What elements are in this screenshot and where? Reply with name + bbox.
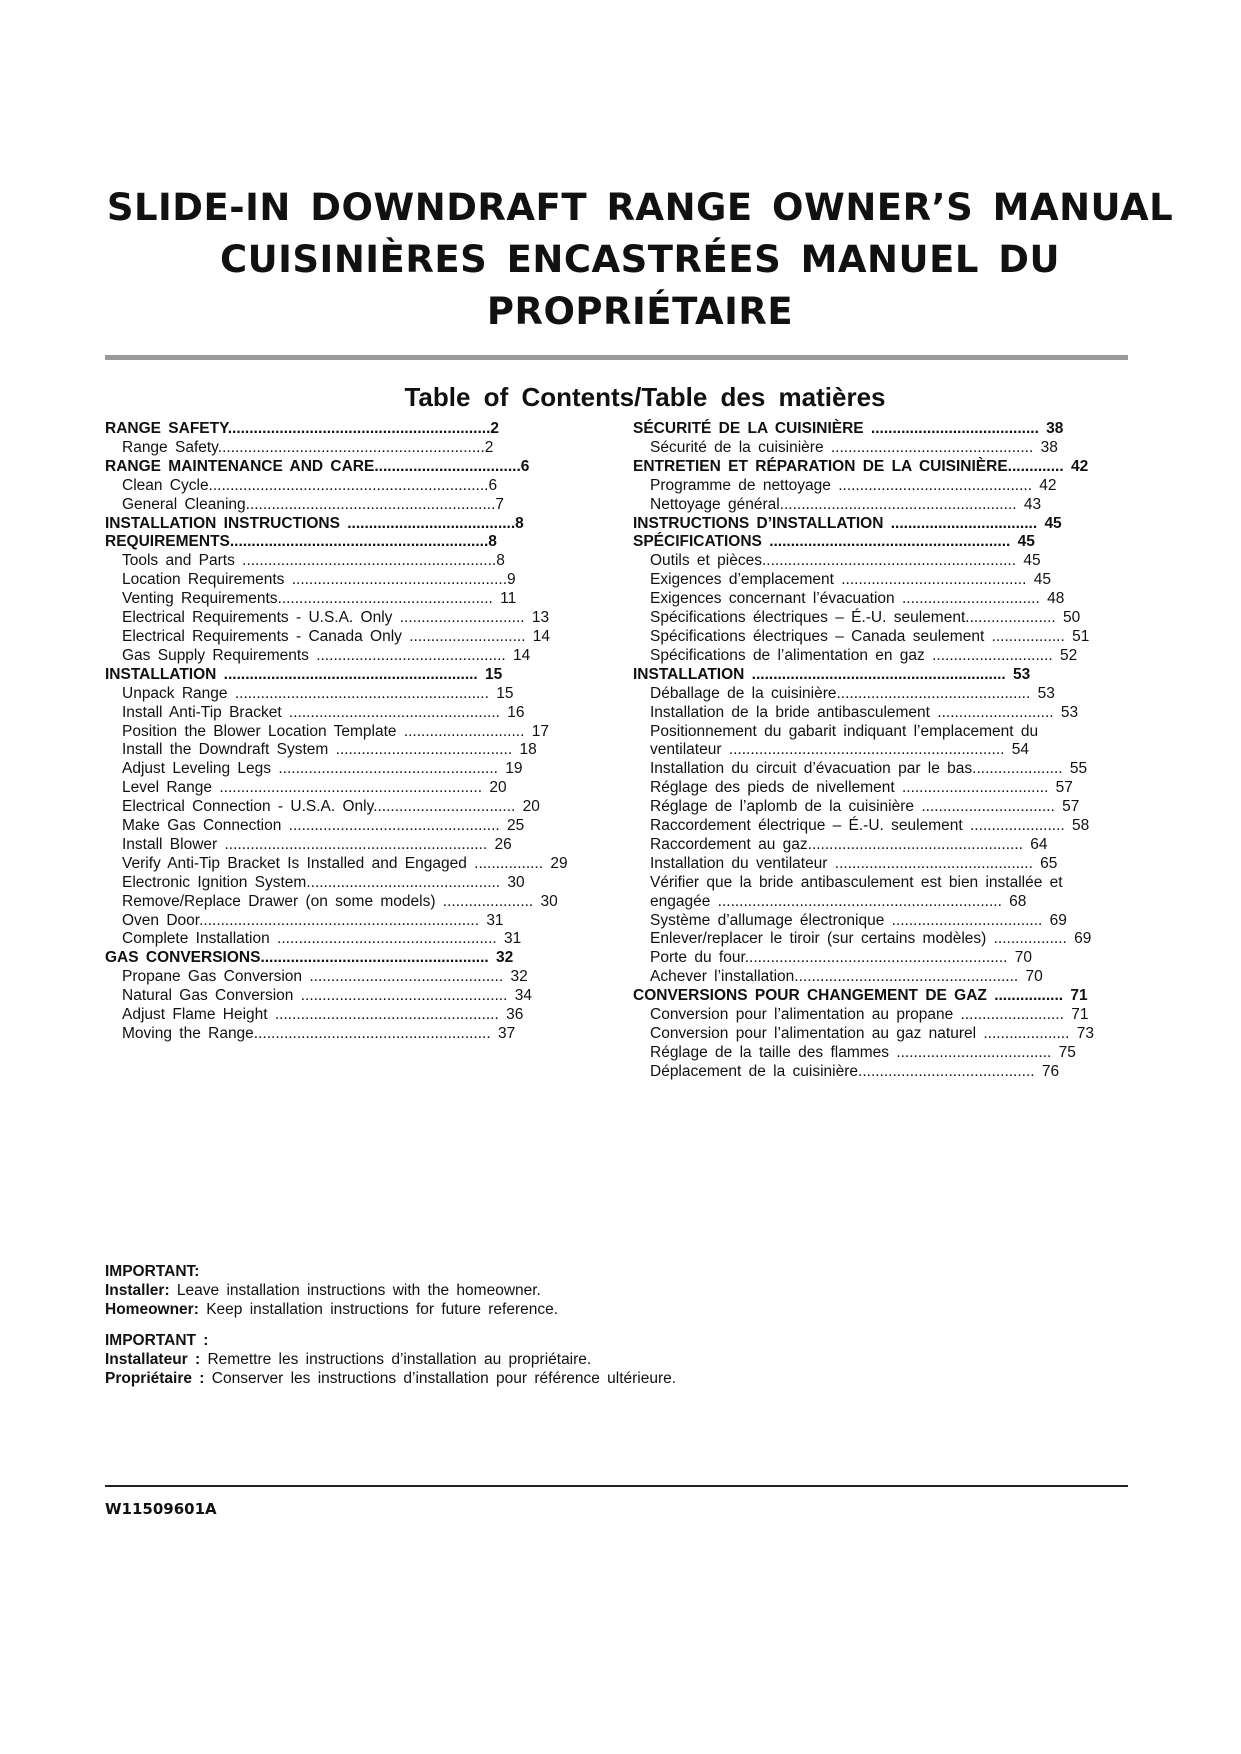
footer-divider <box>105 1485 1128 1487</box>
toc-section-entry: REQUIREMENTS............................................................8 <box>105 533 497 551</box>
toc-subsection-entry: Electrical Requirements - Canada Only ........................... 14 <box>122 627 551 645</box>
toc-subsection-entry: Spécifications électriques – Canada seulement ................. 51 <box>650 627 1090 645</box>
important-notice <box>105 1262 676 1388</box>
toc-subsection-entry: Position the Blower Location Template ............................ 17 <box>122 722 549 740</box>
installer-label: Installer: <box>105 1282 170 1299</box>
toc-subsection-entry: Verify Anti-Tip Bracket Is Installed and Engaged ................ 29 <box>122 854 568 872</box>
toc-subsection-entry: Electrical Requirements - U.S.A. Only ............................. 13 <box>122 609 550 627</box>
toc-subsection-entry: Conversion pour l’alimentation au gaz naturel .................... 73 <box>650 1025 1095 1042</box>
toc-heading: Table of Contents/Table des matières <box>404 382 886 412</box>
toc-section-entry: INSTALLATION ........................................................... 53 <box>633 665 1031 683</box>
title-line-2: CUISINIÈRES ENCASTRÉES MANUEL DU <box>219 238 1061 281</box>
toc-section-entry: ENTRETIEN ET RÉPARATION DE LA CUISINIÈRE............. 42 <box>633 457 1089 475</box>
toc-subsection-entry: Positionnement du gabarit indiquant l’emplacement du <box>650 722 1039 740</box>
toc-subsection-entry: Sécurité de la cuisinière ............................................... 38 <box>650 438 1058 456</box>
toc-subsection-entry: Conversion pour l’alimentation au propane ........................ 71 <box>650 1006 1089 1024</box>
toc-subsection-entry: Installation du ventilateur .............................................. 65 <box>650 854 1058 872</box>
toc-section-entry: INSTALLATION ........................................................... 15 <box>105 665 503 683</box>
toc-subsection-entry: Déballage de la cuisinière............................................. 53 <box>650 684 1055 702</box>
toc-subsection-entry: Electronic Ignition System............................................. 30 <box>122 873 525 891</box>
toc-subsection-entry: Range Safety..............................................................2 <box>122 438 494 456</box>
title-line-3: PROPRIÉTAIRE <box>486 290 794 333</box>
installateur-label: Installateur : <box>105 1351 201 1368</box>
toc-subsection-entry: Enlever/replacer le tiroir (sur certains modèles) ................. 69 <box>650 930 1092 948</box>
proprietaire-label: Propriétaire : <box>105 1370 205 1387</box>
title-line-1: SLIDE-IN DOWNDRAFT RANGE OWNER’S MANUAL <box>106 186 1174 229</box>
toc-subsection-entry: Déplacement de la cuisinière......................................... 76 <box>650 1062 1060 1080</box>
toc-subsection-entry: Complete Installation ................................................... 31 <box>122 930 522 948</box>
toc-subsection-entry: Install the Downdraft System ......................................... 18 <box>122 741 537 759</box>
homeowner-text: Keep installation instructions for future reference. <box>206 1301 559 1318</box>
toc-english-column <box>105 420 645 1044</box>
toc-section-entry: SPÉCIFICATIONS ........................................................ 45 <box>633 533 1035 551</box>
toc-section-entry: INSTALLATION INSTRUCTIONS .......................................8 <box>105 514 524 532</box>
toc-subsection-entry: Spécifications de l’alimentation en gaz ............................ 52 <box>650 646 1078 664</box>
toc-subsection-entry: Raccordement électrique – É.-U. seulement ...................... 58 <box>650 817 1090 835</box>
toc-subsection-entry: Programme de nettoyage ............................................. 42 <box>650 476 1057 494</box>
toc-subsection-entry: Système d’allumage électronique ................................... 69 <box>650 911 1067 929</box>
toc-subsection-entry: Install Blower ............................................................. 26 <box>122 835 512 853</box>
toc-subsection-entry: Exigences d’emplacement ........................................... 45 <box>650 571 1051 589</box>
toc-subsection-entry: Clean Cycle.................................................................6 <box>122 476 498 494</box>
toc-subsection-entry: ventilateur ................................................................ 54 <box>650 741 1029 759</box>
toc-subsection-entry: engagée .................................................................. 68 <box>650 892 1027 910</box>
toc-subsection-entry: Adjust Leveling Legs ................................................... 19 <box>122 760 523 778</box>
toc-subsection-entry: Achever l’installation.................................................... 70 <box>650 968 1043 986</box>
toc-subsection-entry: Réglage de la taille des flammes .................................... 75 <box>650 1043 1076 1061</box>
toc-subsection-entry: Natural Gas Conversion ................................................ 34 <box>122 987 532 1005</box>
toc-subsection-entry: Installation de la bride antibasculement ........................... 53 <box>650 703 1079 721</box>
title-divider <box>105 355 1128 360</box>
toc-section-entry: RANGE MAINTENANCE AND CARE..................................6 <box>105 457 530 475</box>
toc-subsection-entry: Venting Requirements.................................................. 11 <box>122 590 517 608</box>
toc-subsection-entry: Porte du four............................................................. 70 <box>650 949 1032 967</box>
toc-subsection-entry: Level Range ............................................................. 20 <box>122 779 507 797</box>
homeowner-label: Homeowner: <box>105 1301 199 1318</box>
toc-subsection-entry: Raccordement au gaz.................................................. 64 <box>650 835 1048 853</box>
toc-subsection-entry: Spécifications électriques – É.-U. seulement..................... 50 <box>650 609 1081 627</box>
installateur-text: Remettre les instructions d’installation au propriétaire. <box>207 1351 592 1368</box>
toc-subsection-entry: Outils et pièces........................................................... 45 <box>650 552 1041 570</box>
toc-subsection-entry: Installation du circuit d’évacuation par le bas..................... 55 <box>650 760 1088 778</box>
toc-subsection-entry: Electrical Connection - U.S.A. Only................................. 20 <box>122 798 540 816</box>
toc-french-column <box>633 420 1193 1082</box>
important-heading-fr: IMPORTANT : <box>105 1332 209 1349</box>
toc-subsection-entry: Propane Gas Conversion ............................................. 32 <box>122 968 528 986</box>
toc-subsection-entry: Adjust Flame Height .................................................... 36 <box>122 1006 524 1024</box>
toc-subsection-entry: Tools and Parts ...........................................................8 <box>122 552 505 570</box>
toc-subsection-entry: Make Gas Connection ................................................. 25 <box>122 817 525 835</box>
toc-section-entry: CONVERSIONS POUR CHANGEMENT DE GAZ ................ 71 <box>633 987 1088 1005</box>
toc-section-entry: RANGE SAFETY.............................................................2 <box>105 420 500 437</box>
toc-section-entry: SÉCURITÉ DE LA CUISINIÈRE ....................................... 38 <box>633 420 1064 437</box>
toc-subsection-entry: Gas Supply Requirements ............................................ 14 <box>122 646 531 664</box>
toc-subsection-entry: Location Requirements ..................................................9 <box>122 571 516 589</box>
toc-subsection-entry: Moving the Range....................................................... 37 <box>122 1025 516 1042</box>
document-code: W11509601A <box>105 1500 217 1518</box>
toc-section-entry: INSTRUCTIONS D’INSTALLATION .................................. 45 <box>633 514 1062 532</box>
proprietaire-text: Conserver les instructions d’installation pour référence ultérieure. <box>211 1370 677 1387</box>
toc-subsection-entry: General Cleaning..........................................................7 <box>122 495 505 513</box>
toc-subsection-entry: Remove/Replace Drawer (on some models) ..................... 30 <box>122 892 558 910</box>
important-heading-en: IMPORTANT: <box>105 1263 200 1280</box>
toc-subsection-entry: Réglage de l’aplomb de la cuisinière ............................... 57 <box>650 798 1080 816</box>
document-title <box>105 182 1175 338</box>
toc-subsection-entry: Install Anti-Tip Bracket ................................................. 16 <box>122 703 525 721</box>
toc-section-entry: GAS CONVERSIONS..................................................... 32 <box>105 949 514 967</box>
installer-text: Leave installation instructions with the homeowner. <box>176 1282 541 1299</box>
toc-subsection-entry: Exigences concernant l’évacuation ................................ 48 <box>650 590 1065 608</box>
toc-subsection-entry: Vérifier que la bride antibasculement est bien installée et <box>650 873 1063 891</box>
toc-subsection-entry: Unpack Range ........................................................... 15 <box>122 684 514 702</box>
toc-subsection-entry: Oven Door................................................................. 31 <box>122 911 504 929</box>
toc-subsection-entry: Réglage des pieds de nivellement .................................. 57 <box>650 779 1073 797</box>
toc-subsection-entry: Nettoyage général....................................................... 43 <box>650 495 1042 513</box>
